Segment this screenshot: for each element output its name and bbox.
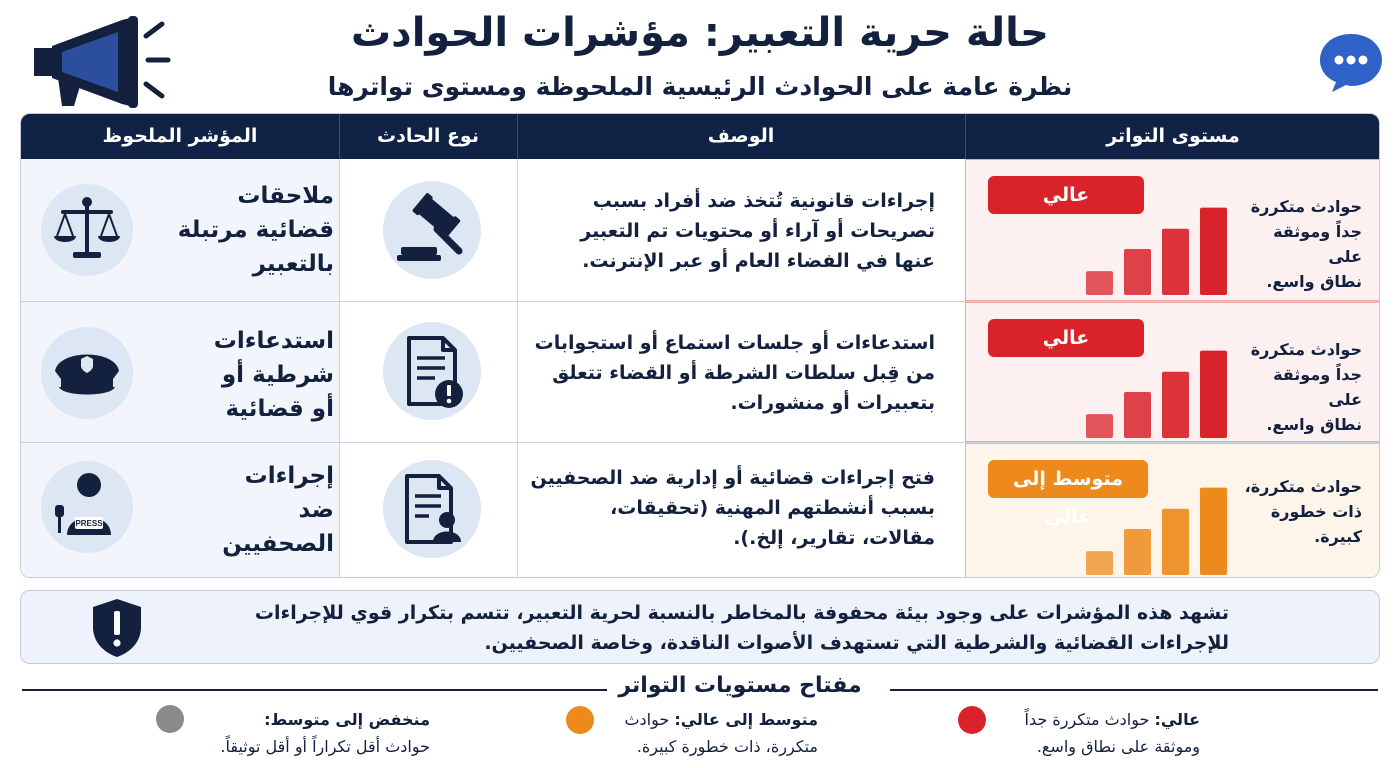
frequency-description: كبيرة.: [1314, 527, 1362, 546]
legend-dot-medium-high: [566, 706, 594, 734]
frequency-description: جداً وموثقة على: [1273, 222, 1362, 266]
frequency-bar: [1124, 249, 1151, 295]
journalist-press-icon: [41, 461, 133, 553]
frequency-bar: [1086, 551, 1113, 575]
indicator-label: ضد: [298, 497, 334, 523]
frequency-badge: عالي: [988, 176, 1144, 214]
frequency-bar: [1086, 271, 1113, 295]
description-line: بسبب أنشطتهم المهنية (تحقيقات،: [610, 497, 935, 519]
shield-alert-icon: [89, 597, 145, 659]
indicator-label: شرطية أو: [221, 362, 334, 388]
note-line: للإجراءات القضائية والشرطية التي تستهدف الأصوات الناقدة، وخاصة الصحفيين.: [484, 632, 1229, 654]
page-subtitle: نظرة عامة على الحوادث الرئيسية الملحوظة ومستوى تواترها: [327, 72, 1073, 101]
description-line: تصريحات أو آراء أو محتويات تم التعبير: [580, 220, 935, 242]
indicator-label: أو قضائية: [225, 396, 334, 422]
description-line: من قِبل سلطات الشرطة أو القضاء تتعلق: [552, 362, 935, 384]
frequency-bar: [1124, 392, 1151, 438]
column-header-description: الوصف: [707, 125, 775, 147]
incidents-table: [20, 113, 1380, 578]
note-line: تشهد هذه المؤشرات على وجود بيئة محفوفة بالمخاطر بالنسبة لحرية التعبير، تتسم بتكرار قوي للإجراءات: [254, 602, 1229, 624]
frequency-bar: [1124, 529, 1151, 575]
description-line: استدعاءات أو جلسات استماع أو استجوابات: [534, 332, 935, 354]
frequency-bar: [1162, 372, 1189, 438]
indicator-label: استدعاءات: [213, 328, 334, 354]
legend-item-high: عالي: حوادث متكررة جداً وموثقة على نطاق واسع.: [1024, 710, 1200, 756]
frequency-description: حوادث متكررة: [1250, 197, 1362, 216]
column-header-type: نوع الحادث: [377, 125, 479, 147]
legend-item-medium-high: متوسط إلى عالي: حوادث متكررة، ذات خطورة كبيرة.: [624, 710, 818, 756]
frequency-bar: [1086, 414, 1113, 438]
description-line: بتعبيرات أو منشورات.: [730, 392, 935, 414]
indicator-label: ملاحقات: [237, 183, 334, 209]
frequency-description: ذات خطورة: [1270, 502, 1362, 521]
frequency-bar: [1200, 208, 1227, 295]
summary-note: [20, 590, 1380, 664]
legend-dot-low-medium: [156, 705, 184, 733]
indicator-label: قضائية مرتبلة: [177, 217, 334, 243]
frequency-description: حوادث متكررة،: [1244, 477, 1362, 496]
frequency-description: نطاق واسع.: [1266, 415, 1362, 434]
column-header-frequency: مستوى التواتر: [1106, 125, 1240, 147]
description-line: فتح إجراءات قضائية أو إدارية ضد الصحفيين: [530, 467, 935, 489]
indicator-label: الصحفيين: [222, 531, 334, 557]
table-row: [21, 302, 1380, 442]
description-line: عنها في الفضاء العام أو عبر الإنترنت.: [582, 250, 935, 272]
chat-bubble-icon: [1316, 30, 1386, 94]
svg-text:PRESS: PRESS: [75, 519, 103, 528]
frequency-bars: [1086, 202, 1246, 297]
megaphone-icon: [22, 14, 172, 109]
column-header-indicator: المؤشر الملحوظ: [102, 125, 258, 147]
frequency-bar: [1162, 229, 1189, 295]
police-cap-icon: [41, 327, 133, 419]
legend-divider: [890, 689, 1378, 691]
description-line: إجراءات قانونية تُتخذ ضد أفراد بسبب: [592, 190, 935, 212]
page-title: حالة حرية التعبير: مؤشرات الحوادث: [350, 10, 1050, 56]
frequency-bars: [1086, 345, 1246, 440]
table-header: [21, 114, 1380, 159]
legend-item-low-medium: منخفض إلى متوسط: حوادث أقل تكراراً أو أقل توثيقاً.: [220, 710, 430, 756]
frequency-description: حوادث متكررة: [1250, 340, 1362, 359]
indicator-label: بالتعبير: [252, 251, 334, 277]
frequency-description: نطاق واسع.: [1266, 272, 1362, 291]
legend-title: مفتاح مستويات التواتر: [618, 673, 862, 698]
legend-divider: [22, 689, 607, 691]
table-row: [21, 443, 1380, 578]
frequency-badge: متوسط إلى عالي: [988, 460, 1148, 498]
legend-dot-high: [958, 706, 986, 734]
frequency-bars: [1086, 482, 1246, 577]
description-line: مقالات، تقارير، إلخ.).: [733, 527, 935, 549]
frequency-badge: عالي: [988, 319, 1144, 357]
document-person-icon: [383, 460, 481, 558]
frequency-bar: [1162, 509, 1189, 575]
scales-of-justice-icon: [41, 184, 133, 276]
table-row: [21, 159, 1380, 301]
gavel-icon: [383, 181, 481, 279]
frequency-description: جداً وموثقة على: [1273, 365, 1362, 409]
document-alert-icon: [383, 322, 481, 420]
frequency-bar: [1200, 488, 1227, 575]
frequency-bar: [1200, 351, 1227, 438]
indicator-label: إجراءات: [244, 463, 334, 489]
